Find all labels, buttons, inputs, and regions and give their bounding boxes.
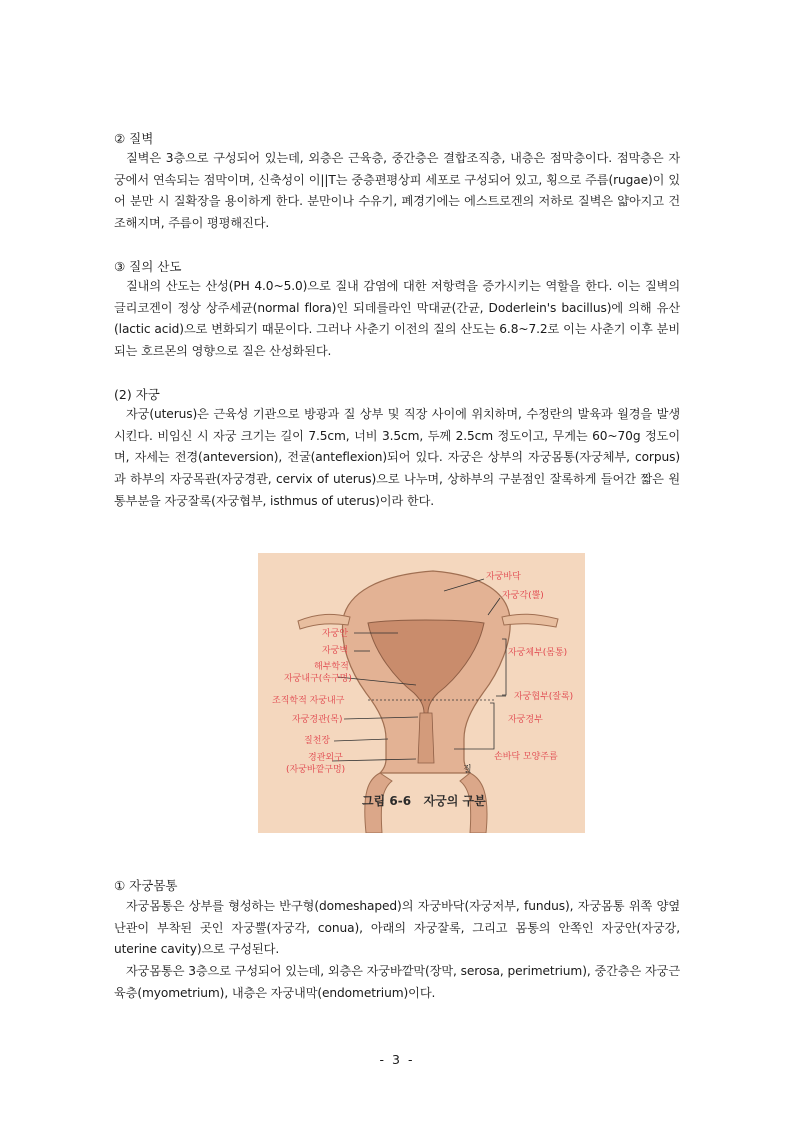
paragraph-text-1: 자궁몸통은 상부를 형성하는 반구형(domeshaped)의 자궁바닥(자궁저부, fundus), 자궁몸통 위쪽 양옆 난관이 부착된 곳인 자궁뿔(자궁각, conua), 아래의 자궁잘록, 그리고 몸통의 안쪽인 자궁안(자궁강, uterine cavity)으로 구성된다. <box>114 899 680 957</box>
label-external-os-1: 경관외구 <box>308 753 343 763</box>
paragraph-text-2: 자궁몸통은 3층으로 구성되어 있는데, 외층은 자궁바깥막(장막, serosa, perimetrium), 중간층은 자궁근육층(myometrium), 내층은 자궁내막(endometrium)이다. <box>114 964 680 1000</box>
label-cavity: 자궁안 <box>322 629 349 639</box>
paragraph-text: 질벽은 3층으로 구성되어 있는데, 외층은 근육층, 중간층은 결합조직층, 내층은 점막층이다. 점막층은 자궁에서 연속되는 점막이며, 신축성이 이||T는 중층편평상피 세포로 구성되어 있고, 횡으로 주름(rugae)이 있어 분만 시 질확장을 용이하게 한다. 분만이나 수유기, 폐경기에는 에스트로겐의 저하로 질벽은 얇아지고 건조해지며, 주름이 평평해진다. <box>114 151 680 231</box>
paragraph-text: 질내의 산도는 산성(PH 4.0~5.0)으로 질내 감염에 대한 저항력을 증가시키는 역할을 한다. 이는 질벽의 글리코겐이 정상 상주세균(normal flora)인 되데를라인 막대균(간균, Doderlein's bacillus)에 의해 유산(lactic acid)으로 변화되기 때문이다. 그러나 사춘기 이전의 질의 산도는 6.8~7.2로 이는 사춘기 이후 분비되는 호르몬의 영향으로 질은 산성화된다. <box>114 279 680 359</box>
bracket-cervix <box>490 703 494 749</box>
label-histological-os: 조직학적 자궁내구 <box>272 696 345 706</box>
label-cervix: 자궁경부 <box>508 715 543 725</box>
section-heading-uterine-body: ① 자궁몸통 <box>114 878 178 893</box>
page-number: - 3 - <box>379 1052 415 1067</box>
uterus-diagram <box>258 553 585 833</box>
label-body: 자궁체부(몸통) <box>508 648 568 658</box>
section-heading-uterus: (2) 자궁 <box>114 387 160 402</box>
label-wall: 자궁벽 <box>322 646 349 656</box>
paragraph-text: 자궁(uterus)은 근육성 기관으로 방광과 질 상부 및 직장 사이에 위치하며, 수정란의 발육과 월경을 발생시킨다. 비임신 시 자궁 크기는 길이 7.5cm, 너비 3.5cm, 두께 2.5cm 정도이고, 무게는 60~70g 정도이며, 자세는 전경(anteversion), 전굴(anteflexion)되어 있다. 자궁은 상부의 자궁몸통(자궁체부, corpus)과 하부의 자궁목관(자궁경관, cervix of uterus)으로 나누며, 상하부의 구분점인 잘록하게 들어간 짧은 원통부분을 자궁잘록(자궁협부, isthmus of uterus)이라 한다. <box>114 407 680 508</box>
label-cervical-canal: 자궁경관(목) <box>292 715 343 725</box>
label-cornua: 자궁각(뿔) <box>502 591 544 601</box>
figure-caption: 그림 6-6 자궁의 구분 <box>362 794 486 808</box>
label-anatomical-os-2: 자궁내구(속구멍) <box>284 674 352 684</box>
cervical-canal <box>418 713 434 763</box>
section-heading-vaginal-wall: ② 질벽 <box>114 131 154 146</box>
paragraph-vaginal-wall <box>114 148 680 235</box>
label-vagina: 질 <box>463 765 472 775</box>
paragraph-uterus <box>114 404 680 513</box>
section-heading-vaginal-acidity: ③ 질의 산도 <box>114 259 182 274</box>
paragraph-uterine-body <box>114 896 680 1005</box>
label-fornix: 질천장 <box>304 736 331 746</box>
label-external-os-2: (자궁바깥구멍) <box>286 765 346 775</box>
label-palmate-folds: 손바닥 모양주름 <box>494 752 558 762</box>
label-fundus: 자궁바닥 <box>486 572 521 582</box>
label-anatomical-os-1: 해부학적 <box>314 662 349 672</box>
paragraph-vaginal-acidity <box>114 276 680 363</box>
label-isthmus: 자궁협부(잘록) <box>514 692 574 702</box>
uterus-diagram-figure <box>258 553 585 833</box>
